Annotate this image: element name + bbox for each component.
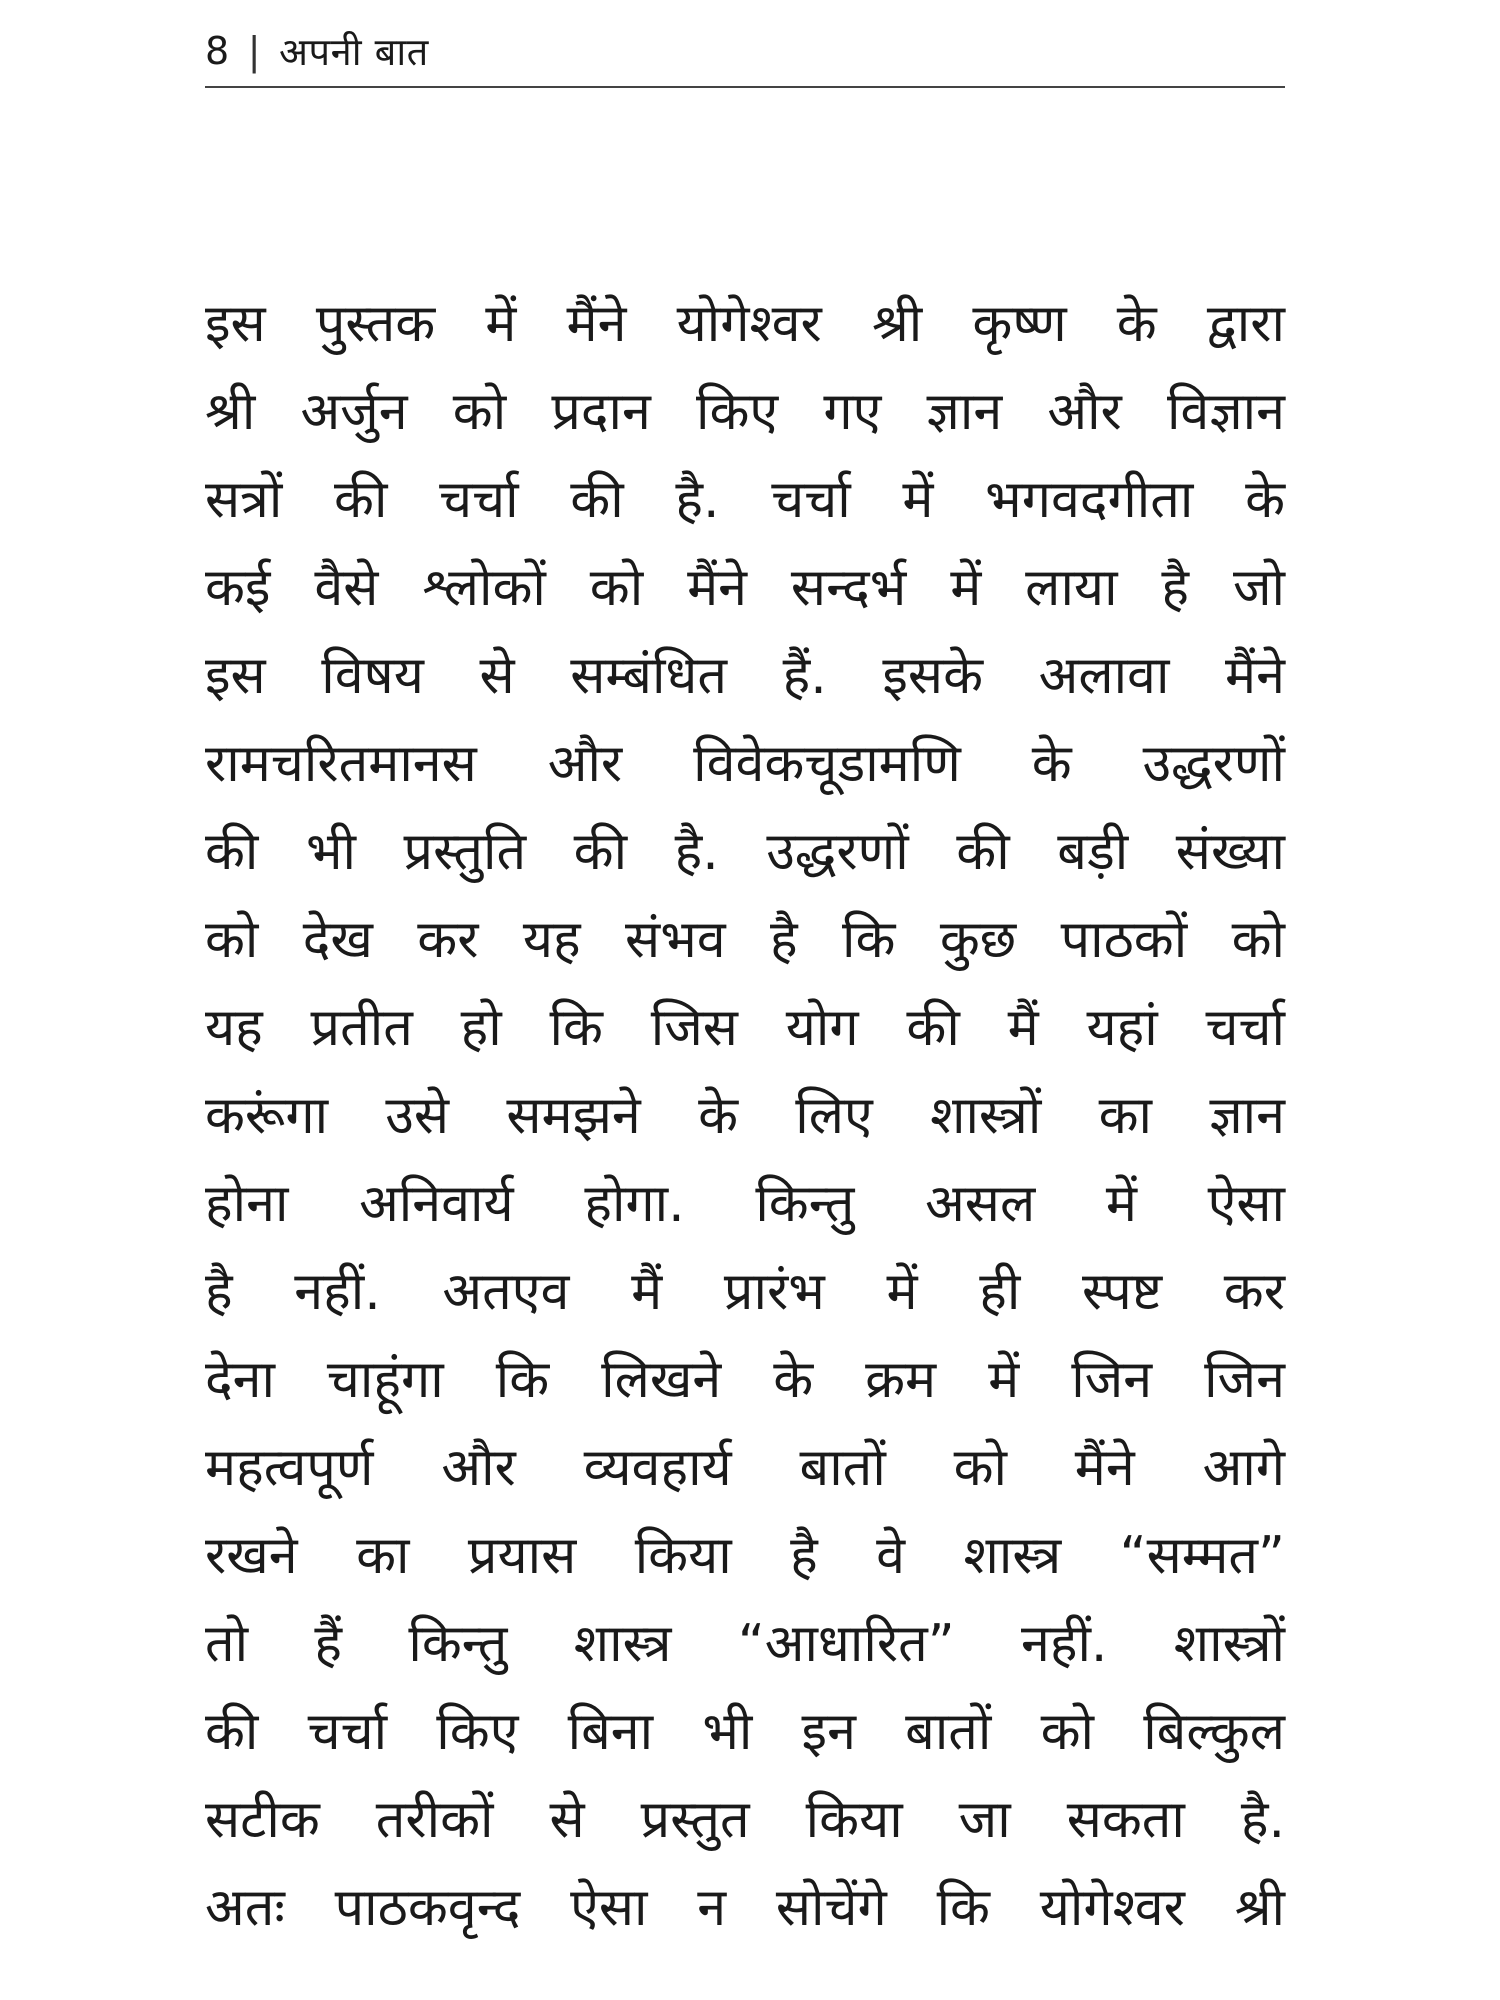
text-line: करूंगा उसे समझने के लिए शास्त्रों का ज्ञान <box>205 1086 1285 1146</box>
body-paragraph <box>205 280 1285 1952</box>
text-line: महत्वपूर्ण और व्यवहार्य बातों को मैंने आगे <box>205 1438 1285 1498</box>
text-line: रामचरितमानस और विवेकचूडामणि के उद्धरणों <box>205 734 1285 794</box>
text-line: रखने का प्रयास किया है वे शास्त्र “सम्मत” <box>205 1526 1285 1586</box>
text-line: यह प्रतीत हो कि जिस योग की मैं यहां चर्चा <box>205 998 1285 1058</box>
header-separator: | <box>247 29 261 73</box>
text-line: है नहीं. अतएव मैं प्रारंभ में ही स्पष्ट कर <box>205 1262 1285 1322</box>
text-line: अतः पाठकवृन्द ऐसा न सोचेंगे कि योगेश्वर श्री <box>205 1878 1285 1938</box>
header-rule <box>205 86 1285 88</box>
text-line: सटीक तरीकों से प्रस्तुत किया जा सकता है. <box>205 1790 1285 1850</box>
text-line: होना अनिवार्य होगा. किन्तु असल में ऐसा <box>205 1174 1285 1234</box>
text-line: तो हैं किन्तु शास्त्र “आधारित” नहीं. शास्त्रों <box>205 1614 1285 1674</box>
text-line: कई वैसे श्लोकों को मैंने सन्दर्भ में लाया है जो <box>205 558 1285 618</box>
text-line: की भी प्रस्तुति की है. उद्धरणों की बड़ी संख्या <box>205 822 1285 882</box>
text-line: इस विषय से सम्बंधित हैं. इसके अलावा मैंने <box>205 646 1285 706</box>
text-line: सत्रों की चर्चा की है. चर्चा में भगवदगीता के <box>205 470 1285 530</box>
page-number: 8 <box>205 29 230 73</box>
running-header <box>205 22 1285 80</box>
text-line: की चर्चा किए बिना भी इन बातों को बिल्कुल <box>205 1702 1285 1762</box>
section-title: अपनी बात <box>279 30 429 74</box>
text-line: को देख कर यह संभव है कि कुछ पाठकों को <box>205 910 1285 970</box>
text-line: श्री अर्जुन को प्रदान किए गए ज्ञान और विज्ञान <box>205 382 1285 442</box>
text-line: देना चाहूंगा कि लिखने के क्रम में जिन जिन <box>205 1350 1285 1410</box>
text-line: इस पुस्तक में मैंने योगेश्वर श्री कृष्ण के द्वारा <box>205 294 1285 354</box>
